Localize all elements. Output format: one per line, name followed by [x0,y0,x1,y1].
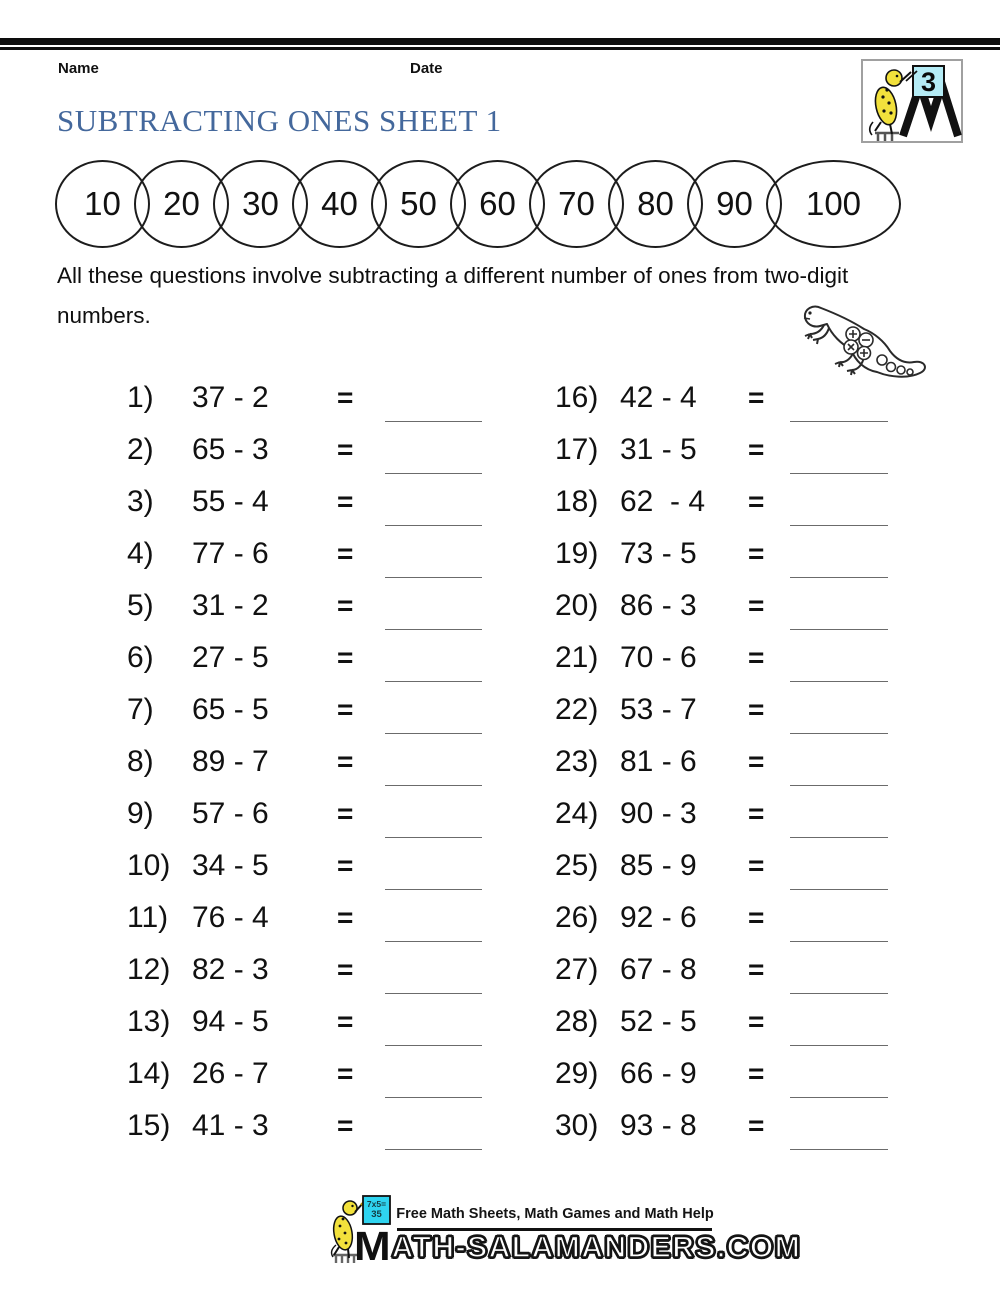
problem-expression: 86 - 3 [620,589,697,622]
equals-sign: = [748,1110,765,1141]
answer-line[interactable] [385,837,482,838]
equals-sign: = [748,798,765,829]
problem-number: 12) [127,953,171,986]
number-oval: 20 [134,160,229,248]
answer-line[interactable] [385,629,482,630]
number-oval: 90 [687,160,782,248]
answer-line[interactable] [385,421,482,422]
problem-expression: 62 - 4 [620,485,706,518]
answer-line[interactable] [790,525,888,526]
problem-number: 21) [555,641,599,674]
equals-sign: = [337,746,354,777]
problem-number: 8) [127,745,154,778]
problem-expression: 41 - 3 [192,1109,269,1142]
problem-expression: 67 - 8 [620,953,697,986]
problem-expression: 42 - 4 [620,381,697,414]
problem-row [127,372,482,424]
answer-line[interactable] [790,1045,888,1046]
answer-line[interactable] [790,1097,888,1098]
problem-number: 28) [555,1005,599,1038]
number-oval: 70 [529,160,624,248]
problem-expression: 52 - 5 [620,1005,697,1038]
problem-row [127,736,482,788]
problem-expression: 89 - 7 [192,745,269,778]
site-logo [354,1224,802,1270]
equals-sign: = [748,694,765,725]
problem-number: 11) [127,901,169,934]
name-label: Name [58,60,99,77]
answer-line[interactable] [790,421,888,422]
problem-row [555,632,888,684]
problem-expression: 90 - 3 [620,797,697,830]
problem-row [127,1048,482,1100]
problem-expression: 31 - 5 [620,433,697,466]
problem-expression: 76 - 4 [192,901,269,934]
problem-row [555,476,888,528]
answer-line[interactable] [790,993,888,994]
equals-sign: = [748,538,765,569]
problem-expression: 66 - 9 [620,1057,697,1090]
problem-expression: 37 - 2 [192,381,269,414]
equals-sign: = [748,850,765,881]
answer-line[interactable] [385,889,482,890]
problem-row [127,528,482,580]
problem-row [127,840,482,892]
problem-number: 9) [127,797,154,830]
answer-line[interactable] [385,577,482,578]
problem-row [127,1100,482,1152]
problem-number: 27) [555,953,599,986]
equals-sign: = [337,1110,354,1141]
problem-row [555,1048,888,1100]
top-divider [0,38,1000,50]
problem-number: 19) [555,537,599,570]
problem-number: 4) [127,537,154,570]
board-answer: 35 [371,1209,382,1220]
equals-sign: = [337,798,354,829]
problem-number: 22) [555,693,599,726]
problem-row [555,840,888,892]
problem-row [555,996,888,1048]
problem-row [127,996,482,1048]
number-oval: 40 [292,160,387,248]
instructions-text: All these questions involve subtracting a different number of ones from two-digit numbers. [57,263,849,328]
problem-expression: 92 - 6 [620,901,697,934]
problem-expression: 77 - 6 [192,537,269,570]
problem-row [555,424,888,476]
problem-row [555,372,888,424]
problem-number: 6) [127,641,154,674]
equals-sign: = [748,642,765,673]
equals-sign: = [748,902,765,933]
problem-expression: 81 - 6 [620,745,697,778]
grade-number: 3 [920,67,937,97]
answer-line[interactable] [790,941,888,942]
answer-line[interactable] [790,473,888,474]
problem-expression: 93 - 8 [620,1109,697,1142]
equals-sign: = [337,850,354,881]
problem-expression: 31 - 2 [192,589,269,622]
problem-number: 24) [555,797,599,830]
problem-row [555,892,888,944]
equals-sign: = [748,382,765,413]
problem-row [127,892,482,944]
equals-sign: = [337,642,354,673]
problem-number: 3) [127,485,154,518]
problem-number: 29) [555,1057,599,1090]
number-oval: 50 [371,160,466,248]
problem-row [555,788,888,840]
board-equation: 7x5= [366,1199,387,1209]
problem-row [555,736,888,788]
equals-sign: = [337,434,354,465]
answer-line[interactable] [790,889,888,890]
problem-number: 17) [555,433,599,466]
problem-number: 20) [555,589,599,622]
problem-expression: 73 - 5 [620,537,697,570]
problem-number: 5) [127,589,154,622]
page-title: SUBTRACTING ONES SHEET 1 [57,103,502,138]
answer-line[interactable] [385,1149,482,1150]
answer-line[interactable] [385,473,482,474]
problem-number: 14) [127,1057,171,1090]
answer-line[interactable] [790,733,888,734]
equals-sign: = [337,954,354,985]
equals-sign: = [337,902,354,933]
equals-sign: = [337,486,354,517]
problem-expression: 65 - 5 [192,693,269,726]
problem-row [127,424,482,476]
problem-row [555,580,888,632]
problem-number: 26) [555,901,599,934]
answer-line[interactable] [790,681,888,682]
problem-expression: 70 - 6 [620,641,697,674]
problem-row [127,684,482,736]
date-label: Date [410,60,443,77]
answer-line[interactable] [790,837,888,838]
equals-sign: = [748,434,765,465]
number-oval: 100 [766,160,901,248]
answer-line[interactable] [385,1097,482,1098]
number-oval: 60 [450,160,545,248]
answer-line[interactable] [790,785,888,786]
problems-column-left [127,372,482,1152]
footer-tagline: Free Math Sheets, Math Games and Math Help [396,1206,714,1222]
problem-expression: 34 - 5 [192,849,269,882]
problem-expression: 85 - 9 [620,849,697,882]
problem-row [127,788,482,840]
answer-line[interactable] [790,577,888,578]
site-m-letter: M [354,1224,389,1270]
equals-sign: = [337,1006,354,1037]
equals-sign: = [748,954,765,985]
problems-column-right [555,372,888,1152]
problem-number: 10) [127,849,171,882]
number-track [55,160,901,248]
number-oval: 30 [213,160,308,248]
problem-expression: 82 - 3 [192,953,269,986]
number-oval: 10 [55,160,150,248]
answer-line[interactable] [385,681,482,682]
problem-number: 23) [555,745,599,778]
equals-sign: = [337,1058,354,1089]
problem-row [127,632,482,684]
equals-sign: = [337,382,354,413]
problem-row [555,528,888,580]
problem-number: 1) [127,381,154,414]
problem-expression: 27 - 5 [192,641,269,674]
problem-row [555,684,888,736]
equals-sign: = [748,1058,765,1089]
equals-sign: = [748,746,765,777]
equals-sign: = [337,590,354,621]
problem-row [555,944,888,996]
site-name: ATH-SALAMANDERS.COM [391,1231,802,1264]
answer-line[interactable] [385,1045,482,1046]
equals-sign: = [337,538,354,569]
answer-line[interactable] [385,525,482,526]
problem-number: 16) [555,381,599,414]
equals-sign: = [748,590,765,621]
problem-number: 13) [127,1005,171,1038]
answer-line[interactable] [385,733,482,734]
problem-expression: 53 - 7 [620,693,697,726]
problem-expression: 26 - 7 [192,1057,269,1090]
answer-line[interactable] [790,1149,888,1150]
grade-3-salamander-logo [861,59,963,143]
problem-number: 2) [127,433,154,466]
answer-line[interactable] [385,785,482,786]
problem-number: 15) [127,1109,171,1142]
answer-line[interactable] [790,629,888,630]
problem-row [127,580,482,632]
answer-line[interactable] [385,941,482,942]
problem-expression: 55 - 4 [192,485,269,518]
problem-expression: 94 - 5 [192,1005,269,1038]
problem-expression: 65 - 3 [192,433,269,466]
problem-row [127,476,482,528]
equals-sign: = [748,1006,765,1037]
problem-row [127,944,482,996]
problem-number: 18) [555,485,599,518]
answer-line[interactable] [385,993,482,994]
problem-expression: 57 - 6 [192,797,269,830]
number-oval: 80 [608,160,703,248]
problem-row [555,1100,888,1152]
equals-sign: = [748,486,765,517]
problem-number: 25) [555,849,599,882]
equals-sign: = [337,694,354,725]
problem-number: 7) [127,693,154,726]
problem-number: 30) [555,1109,599,1142]
